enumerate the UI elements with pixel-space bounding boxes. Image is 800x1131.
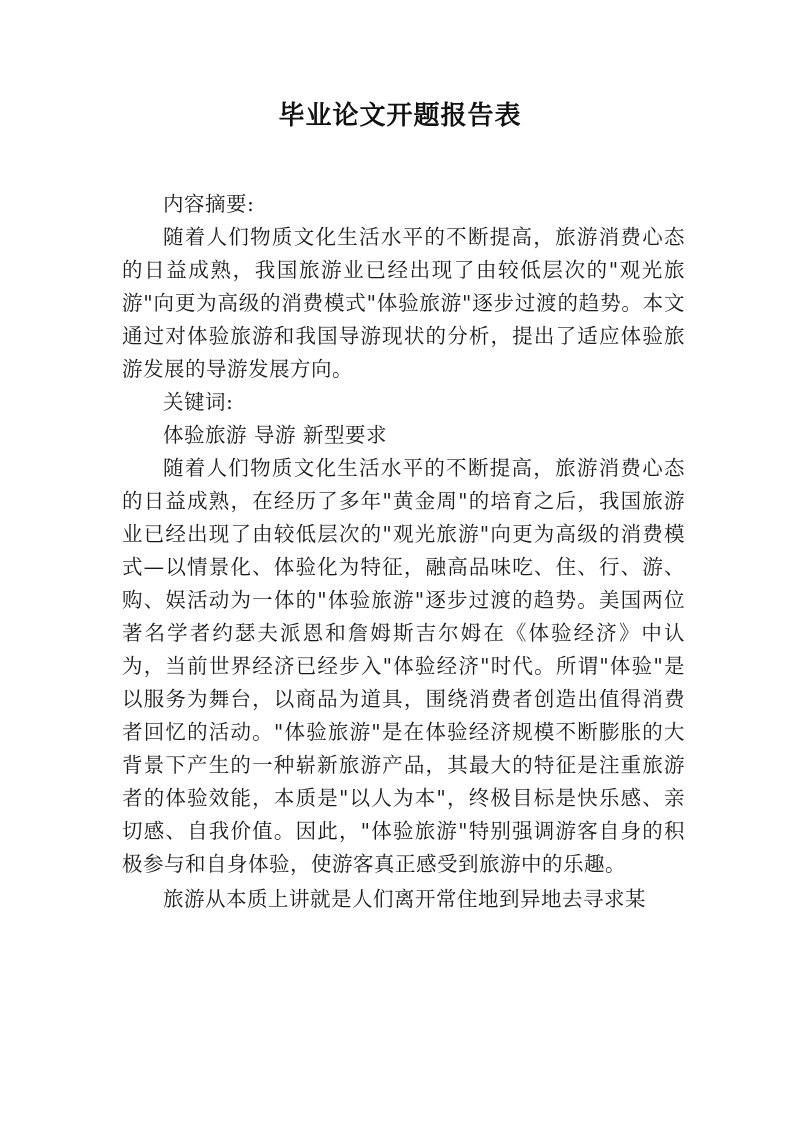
keywords-label: 关键词:	[163, 390, 234, 414]
abstract-text: 随着人们物质文化生活水平的不断提高，旅游消费心态的日益成熟，我国旅游业已经出现了由较低层次的"观光旅游"向更为高级的消费模式"体验旅游"逐步过渡的趋势。本文通过对体验旅游和我国导游现状的分析，提出了适应体验旅游发展的导游发展方向。	[122, 225, 685, 381]
abstract-label: 内容摘要:	[163, 192, 255, 216]
keywords-text: 体验旅游 导游 新型要求	[163, 423, 388, 447]
document-title: 毕业论文开题报告表	[278, 101, 522, 131]
document-body	[122, 188, 685, 916]
body-paragraph-2: 旅游从本质上讲就是人们离开常住地到异地去寻求某	[163, 887, 646, 911]
body-paragraph-1: 随着人们物质文化生活水平的不断提高，旅游消费心态的日益成熟，在经历了多年"黄金周"的培育之后，我国旅游业已经出现了由较低层次的"观光旅游"向更为高级的消费模式—以情景化、体验化为特征，融高品味吃、住、行、游、购、娱活动为一体的"体验旅游"逐步过渡的趋势。美国两位著名学者约瑟夫派恩和詹姆斯吉尔姆在《体验经济》中认为，当前世界经济已经步入"体验经济"时代。所谓"体验"是以服务为舞台，以商品为道具，围绕消费者创造出值得消费者回忆的活动。"体验旅游"是在体验经济规模不断膨胀的大背景下产生的一种崭新旅游产品，其最大的特征是注重旅游者的体验效能，本质是"以人为本"，终极目标是快乐感、亲切感、自我价值。因此，"体验旅游"特别强调游客自身的积极参与和自身体验，使游客真正感受到旅游中的乐趣。	[122, 456, 685, 876]
